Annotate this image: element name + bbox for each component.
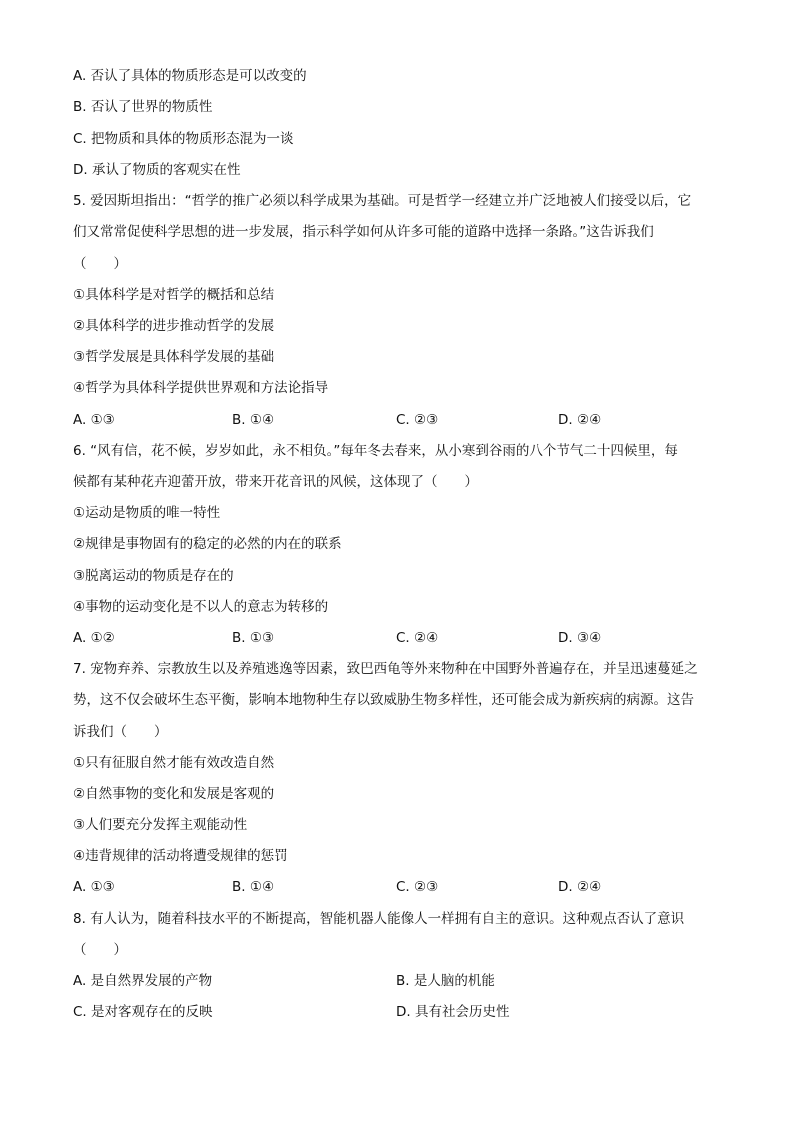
q7-option-a: A. ①③ xyxy=(73,879,115,895)
q6-option-c: C. ②④ xyxy=(396,630,439,646)
q8-option-b: B. 是人脑的机能 xyxy=(396,973,495,989)
q4-option-d: D. 承认了物质的客观实在性 xyxy=(73,162,241,178)
q6-statement: ①运动是物质的唯一特性 xyxy=(73,505,221,521)
q6-stem-line: 6. “风有信，花不候，岁岁如此，永不相负。”每年冬去春来，从小寒到谷雨的八个节气二十四候里，每 xyxy=(73,443,678,459)
q6-stem-line: 候都有某种花卉迎蕾开放，带来开花音讯的风候，这体现了（ ） xyxy=(73,474,478,490)
q7-stem-line: 7. 宠物弃养、宗教放生以及养殖逃逸等因素，致巴西龟等外来物种在中国野外普遍存在，并呈迅速蔓延之 xyxy=(73,661,698,677)
q5-option-b: B. ①④ xyxy=(232,412,275,428)
q5-option-c: C. ②③ xyxy=(396,412,439,428)
q7-statement: ③人们要充分发挥主观能动性 xyxy=(73,817,248,833)
q6-option-d: D. ③④ xyxy=(558,630,602,646)
q6-option-b: B. ①③ xyxy=(232,630,275,646)
q4-option-b: B. 否认了世界的物质性 xyxy=(73,99,213,115)
q8-stem-line: （ ） xyxy=(73,942,127,958)
q7-option-d: D. ②④ xyxy=(558,879,602,895)
q5-statement: ②具体科学的进步推动哲学的发展 xyxy=(73,318,275,334)
q7-option-b: B. ①④ xyxy=(232,879,275,895)
q6-option-a: A. ①② xyxy=(73,630,115,646)
q5-stem-line: （ ） xyxy=(73,256,127,272)
q5-stem-line: 们又常常促使科学思想的进一步发展，指示科学如何从许多可能的道路中选择一条路。”这告诉我们 xyxy=(73,224,654,240)
q5-option-a: A. ①③ xyxy=(73,412,115,428)
q7-stem-line: 诉我们（ ） xyxy=(73,724,168,740)
q8-option-a: A. 是自然界发展的产物 xyxy=(73,973,213,989)
q4-option-a: A. 否认了具体的物质形态是可以改变的 xyxy=(73,68,307,84)
q8-option-c: C. 是对客观存在的反映 xyxy=(73,1004,213,1020)
q8-stem-line: 8. 有人认为，随着科技水平的不断提高，智能机器人能像人一样拥有自主的意识。这种观点否认了意识 xyxy=(73,911,685,927)
q6-statement: ②规律是事物固有的稳定的必然的内在的联系 xyxy=(73,536,342,552)
q8-option-d: D. 具有社会历史性 xyxy=(396,1004,510,1020)
q7-statement: ②自然事物的变化和发展是客观的 xyxy=(73,786,275,802)
q5-statement: ①具体科学是对哲学的概括和总结 xyxy=(73,287,275,303)
q7-statement: ④违背规律的活动将遭受规律的惩罚 xyxy=(73,848,288,864)
q7-option-c: C. ②③ xyxy=(396,879,439,895)
q7-stem-line: 势，这不仅会破坏生态平衡，影响本地物种生存以致威胁生物多样性，还可能会成为新疾病的病源。这告 xyxy=(73,692,694,708)
q5-statement: ④哲学为具体科学提供世界观和方法论指导 xyxy=(73,380,329,396)
q6-statement: ③脱离运动的物质是存在的 xyxy=(73,568,234,584)
q5-statement: ③哲学发展是具体科学发展的基础 xyxy=(73,349,275,365)
q7-statement: ①只有征服自然才能有效改造自然 xyxy=(73,755,275,771)
q5-stem-line: 5. 爱因斯坦指出：“哲学的推广必须以科学成果为基础。可是哲学一经建立并广泛地被人们接受以后，它 xyxy=(73,193,692,209)
q6-statement: ④事物的运动变化是不以人的意志为转移的 xyxy=(73,599,329,615)
q4-option-c: C. 把物质和具体的物质形态混为一谈 xyxy=(73,131,294,147)
q5-option-d: D. ②④ xyxy=(558,412,602,428)
